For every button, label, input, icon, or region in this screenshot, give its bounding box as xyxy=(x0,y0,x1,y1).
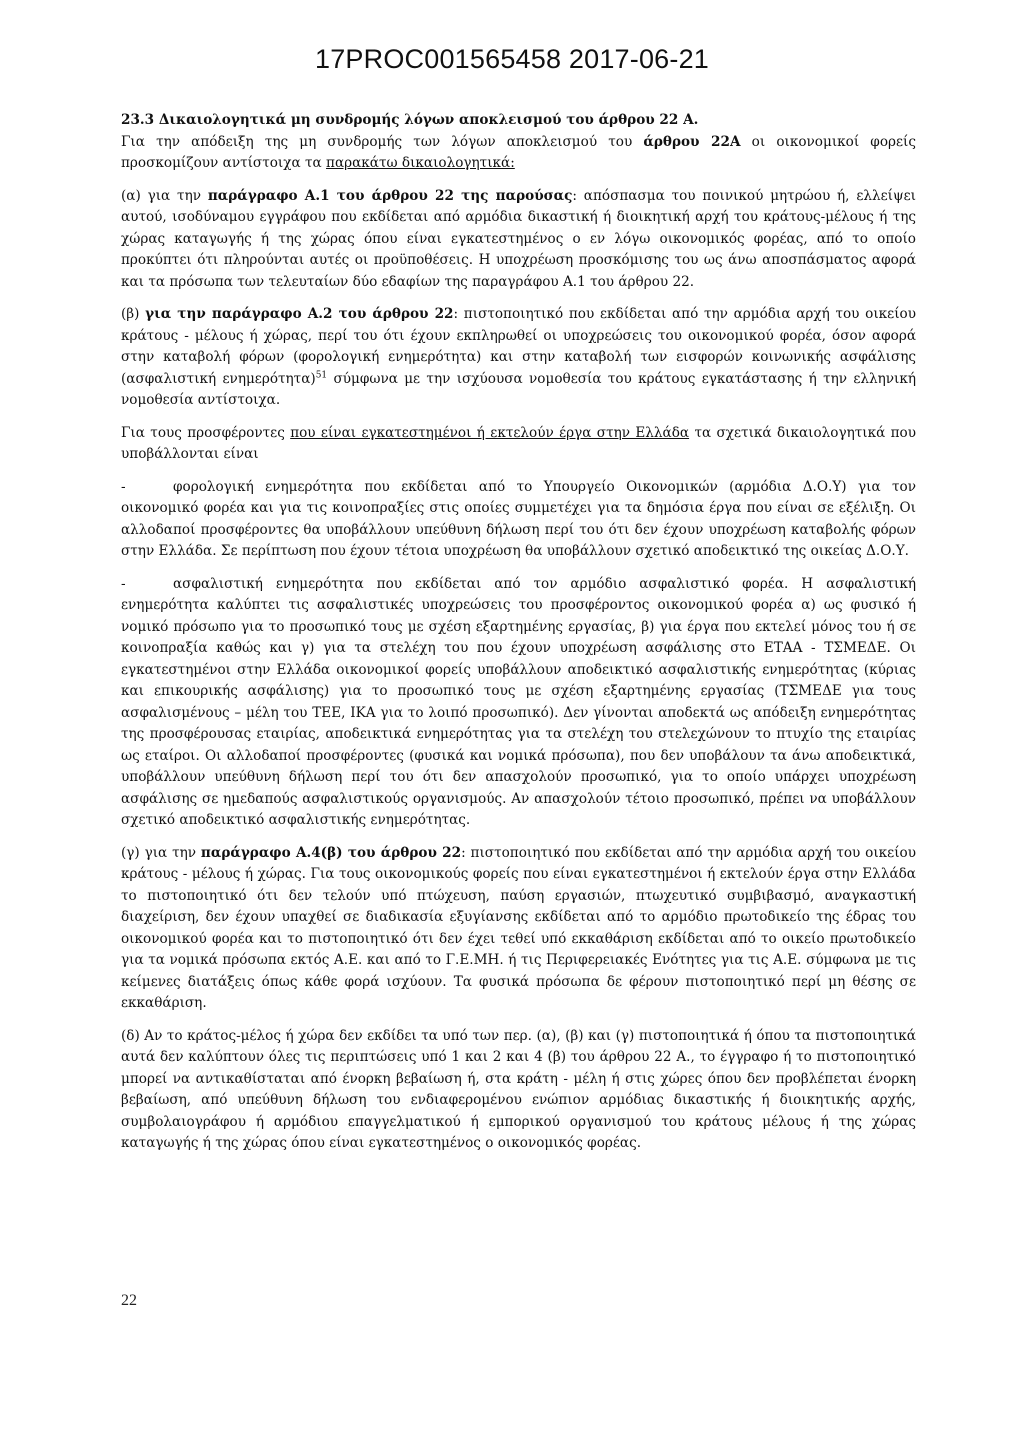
item-a-prefix: (α) για την xyxy=(121,187,208,204)
bullet-dash: - xyxy=(121,575,126,592)
intro-underlined-text: παρακάτω δικαιολογητικά: xyxy=(326,155,515,171)
bullet-dash: - xyxy=(121,478,126,495)
bidders-text-1: Για τους προσφέροντες xyxy=(121,424,291,441)
item-c-paragraph xyxy=(121,843,916,1015)
section-title: 23.3 Δικαιολογητικά μη συνδρομής λόγων αποκλεισμού του άρθρου 22 Α. xyxy=(121,112,699,128)
item-b-paragraph xyxy=(121,304,916,412)
page-number: 22 xyxy=(121,1292,137,1309)
document-code-header: 17PROC001565458 2017-06-21 xyxy=(315,44,709,74)
intro-text-1: Για την απόδειξη της μη συνδρομής των λόγων αποκλεισμού του xyxy=(121,133,644,150)
bidders-text-2: τα σχετικά δικαιολογητικά που υποβάλλονται είναι xyxy=(121,424,916,462)
bidders-underlined-text: που είναι εγκατεστημένοι ή εκτελούν έργα στην Ελλάδα xyxy=(290,424,690,441)
bullet-insurance-paragraph xyxy=(121,574,916,832)
item-d-paragraph: (δ) Αν το κράτος-μέλος ή χώρα δεν εκδίδει τα υπό των περ. (α), (β) και (γ) πιστοποιητικά ή όπου τα πιστοποιητικά αυτά δεν καλύπτουν όλες τις περιπτώσεις υπό 1 και 2 και 4 (β) του άρθρου 22 Α., το έγγραφο ή το πιστοποιητικό μπορεί να αντικαθίσταται από ένορκη βεβαίωση ή, στα κράτη - μέλη ή στις χώρες όπου δεν προβλέπεται ένορκη βεβαίωση, από υπεύθυνη δήλωση του ενδιαφερομένου ενώπιον αρμόδιας δικαστικής ή διοικητικής αρχής, συμβολαιογράφου ή αρμόδιου επαγγελματικού ή εμπορικού οργανισμού του κράτους μέλους ή της χώρας καταγωγής ή της χώρας όπου είναι εγκατεστημένος ο οικονομικός φορέας. xyxy=(121,1027,916,1151)
bullet-insurance-text: ασφαλιστική ενημερότητα που εκδίδεται από τον αρμόδιο ασφαλιστικό φορέα. Η ασφαλιστική ενημερότητα καλύπτει τις ασφαλιστικές υποχρεώσεις του προσφέροντος οικονομικού φορέα α) ως φυσικό ή νομικό πρόσωπο για το προσωπικό τους με σχέση εξαρτημένης εργασίας, β) για έργα που εκτελεί μόνος του ή σε κοινοπραξία καθώς και γ) για τα στελέχη του που έχουν υποχρέωση ασφάλισης στο ΕΤΑΑ - ΤΣΜΕΔΕ. Οι εγκατεστημένοι στην Ελλάδα οικονομικοί φορείς υποβάλλουν αποδεικτικό ασφαλιστικής ενημερότητας (κύριας και επικουρικής ασφάλισης) για το προσωπικό τους με σχέση εξαρτημένης εργασίας (ΤΣΜΕΔΕ για τους ασφαλισμένους – μέλη του ΤΕΕ, ΙΚΑ για το λοιπό προσωπικό). Δεν γίνονται αποδεκτά ως απόδειξη ενημερότητας της προσφέρουσας εταιρίας, αποδεικτικά ενημερότητας για τα στελέχη του στελεχώνουν το πτυχίο της εταιρίας ως εταίροι. Οι αλλοδαποί προσφέροντες (φυσικά και νομικά πρόσωπα), που δεν υποβάλουν τα άνω αποδεικτικά, υποβάλλουν υπεύθυνη δήλωση περί του ότι δεν απασχολούν προσωπικό, για το οποίο υπάρχει υποχρέωση ασφάλισης σε ημεδαπούς ασφαλιστικούς οργανισμούς. Αν απασχολούν τέτοιο προσωπικό, πρέπει να υποβάλλουν σχετικό αποδεικτικό ασφαλιστικής ενημερότητας. xyxy=(121,575,916,828)
item-b-text-2: σύμφωνα με την ισχύουσα νομοθεσία του κράτους εγκατάστασης ή την ελληνική νομοθεσία αντίστοιχα. xyxy=(121,370,917,408)
intro-article-ref: άρθρου 22Α xyxy=(643,133,741,150)
item-a-text: : απόσπασμα του ποινικού μητρώου ή, ελλείψει αυτού, ισοδύναμου εγγράφου που εκδίδεται από αρμόδια δικαστική ή διοικητική αρχή του κράτους-μέλους ή της χώρας καταγωγής ή της χώρας όπου είναι εγκατεστημένος ο εν λόγω οικονομικός φορέας, από το οποίο προκύπτει ότι πληρούνται αυτές οι προϋποθέσεις. Η υποχρέωση προσκόμισης του ως άνω αποσπάσματος αφορά και τα πρόσωπα των τελευταίων δύο εδαφίων της παραγράφου Α.1 του άρθρου 22. xyxy=(121,187,916,290)
section-intro xyxy=(121,132,916,175)
item-b-reference: για την παράγραφο Α.2 του άρθρου 22 xyxy=(145,306,454,322)
item-c-text: : πιστοποιητικό που εκδίδεται από την αρμόδια αρχή του οικείου κράτους - μέλους ή χώρας. Για τους οικονομικούς φορείς που είναι εγκατεστημένοι ή εκτελούν έργα στην Ελλάδα το πιστοποιητικό ότι δεν τελούν υπό πτώχευση, παύση εργασιών, πτωχευτικό συμβιβασμό, αναγκαστική διαχείριση, δεν έχουν υπαχθεί σε διαδικασία εξυγίανσης εκδίδεται από το αρμόδιο πρωτοδικείο της έδρας του οικονομικού φορέα και το πιστοποιητικό ότι δεν έχει τεθεί υπό εκκαθάριση εκδίδεται από το οικείο πρωτοδικείο για τα νομικά πρόσωπα εκτός Α.Ε. και από το Γ.Ε.ΜΗ. ή τις Περιφερειακές Ενότητες για τις Α.Ε. σύμφωνα με τις κείμενες διατάξεις όπως κάθε φορά ισχύουν. Τα φυσικά πρόσωπα δε φέρουν πιστοποιητικό περί μη θέσης σε εκκαθάριση. xyxy=(121,844,916,1011)
item-c-reference: παράγραφο Α.4(β) του άρθρου 22 xyxy=(200,844,462,861)
intro-text-2: οι οικονομικοί φορείς προσκομίζουν αντίστοιχα τα xyxy=(121,133,916,171)
footnote-marker: 51 xyxy=(315,369,328,380)
bullet-tax-text: φορολογική ενημερότητα που εκδίδεται από το Υπουργείο Οικονομικών (αρμόδια Δ.Ο.Υ) για τον οικονομικό φορέα και για τις κοινοπραξίες στις οποίες συμμετέχει για τα δημόσια έργα που είναι σε εξέλιξη. Οι αλλοδαποί προσφέροντες θα υποβάλλουν υπεύθυνη δήλωση περί του ότι δεν έχουν υποχρέωση καταβολής φόρων στην Ελλάδα. Σε περίπτωση που έχουν τέτοια υποχρέωση θα υποβάλλουν σχετικό αποδεικτικό της οικείας Δ.Ο.Υ. xyxy=(121,478,916,559)
bidders-paragraph xyxy=(121,423,916,466)
document-body xyxy=(121,110,916,1155)
bullet-tax-paragraph xyxy=(121,477,916,563)
item-a-paragraph xyxy=(121,186,916,294)
item-b-prefix: (β) xyxy=(121,306,146,322)
item-c-prefix: (γ) για την xyxy=(121,844,201,861)
item-a-reference: παράγραφο Α.1 του άρθρου 22 της παρούσας xyxy=(207,187,573,204)
item-b-text-1: : πιστοποιητικό που εκδίδεται από την αρμόδια αρχή του οικείου κράτους - μέλους ή χώρας, περί του ότι έχουν εκπληρωθεί οι υποχρεώσεις του οικονομικού φορέα, όσον αφορά στην καταβολή φόρων (φορολογική ενημερότητα) και στην καταβολή των εισφορών κοινωνικής ασφάλισης (ασφαλιστική ενημερότητα) xyxy=(121,306,916,387)
